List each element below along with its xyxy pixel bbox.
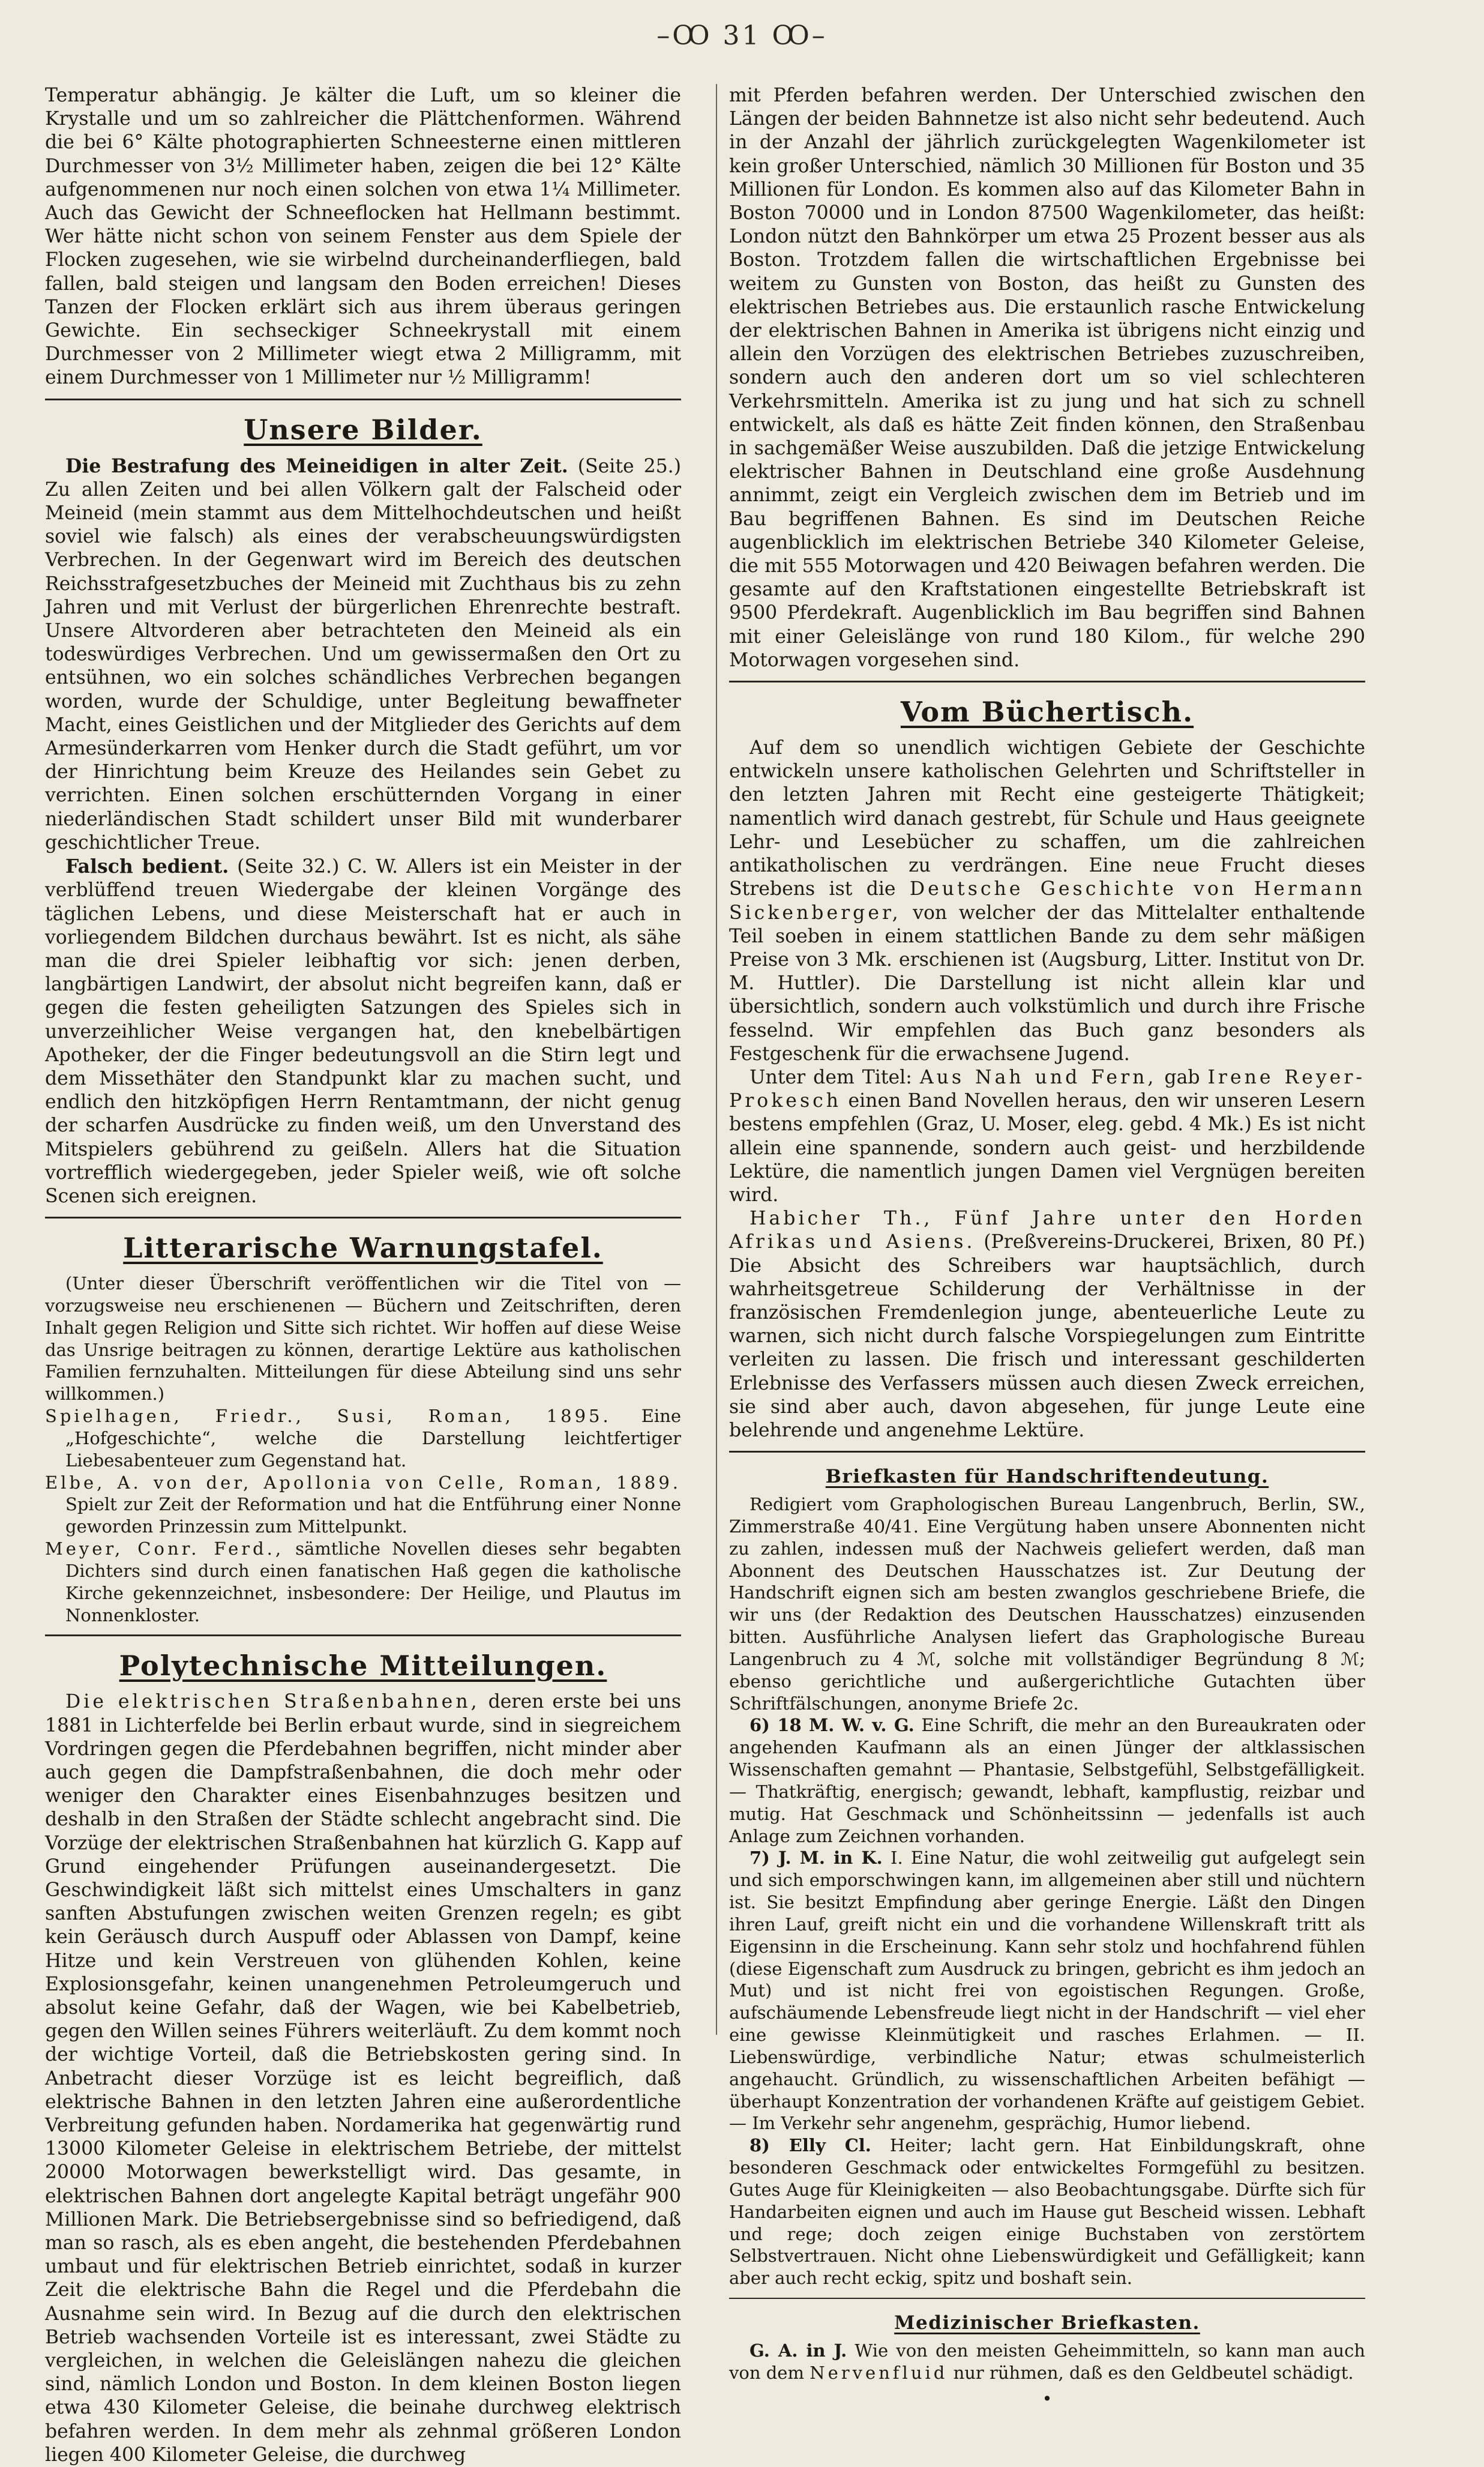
- buechertisch-text: von welcher der das Mittelalter enthaltende Teil soeben in einem stattlichen Bande zu dem sehr mäßigen Preise von 3 Mk. erschienen ist (Augsburg, Litter. Institut von Dr. M. Huttler). Die Darstellung ist nicht allein klar und übersichtlich, sondern auch volkstümlich und durch ihre Frische fesselnd. Wir empfehlen das Buch ganz besonders als Festgeschenk für die erwachsene Jugend.: [729, 902, 1365, 1065]
- warnungstafel-intro: (Unter dieser Überschrift veröffentlichen wir die Titel von — vorzugsweise neu erschienenen — Büchern und Zeitschriften, deren Inhalt gegen Religion und Sitte sich richtet. Wir hoffen auf diese Weise das Unsrige beitragen zu können, derartige Lektüre aus katholischen Familien fernzuhalten. Mitteilungen für diese Abteilung sind uns sehr willkommen.): [45, 1273, 681, 1405]
- warnung-text: sämtliche Novellen dieses sehr begabten Dichters sind durch einen fanatischen Haß gegen die katholische Kirche gekennzeichnet, insbesondere: Der Heilige, und Plautus im Nonnenkloster.: [65, 1538, 682, 1625]
- bilder-item-title: Falsch bedient.: [65, 855, 229, 878]
- heading-briefkasten-handschrift: Briefkasten für Handschriftendeutung.: [825, 1466, 1269, 1488]
- page-number-header: [0, 20, 1484, 51]
- ornament-right: Ꝏ–: [761, 20, 828, 51]
- heading-warnungstafel: Litterarische Warnungstafel.: [123, 1232, 603, 1265]
- book-title: Habicher Th., Fünf Jahre unter den Horden Afrikas und Asiens.: [729, 1208, 1365, 1253]
- section-rule: [45, 399, 681, 400]
- briefkasten-intro: Redigiert vom Graphologischen Bureau Langenbruch, Berlin, SW., Zimmerstraße 40/41. Eine Vergütung haben unsere Abonnenten nicht zu zahlen, indessen muß der Nachweis geliefert werden, daß man Abonnent des Deutschen Hausschatzes ist. Zur Deutung der Handschrift eignen sich am besten zwanglos geschriebene Briefe, die wir uns (der Redaktion des Deutschen Hausschatzes) einzusenden bitten. Ausführliche Analysen liefert das Graphologische Bureau Langenbruch zu 4 ℳ, solche mit vollständiger Begründung 8 ℳ; ebenso gerichtliche und außergerichtliche Gutachten über Schriftfälschungen, anonyme Briefe 2c.: [729, 1494, 1365, 1714]
- medizin-entry: [729, 2340, 1365, 2384]
- bilder-item-title: Die Bestrafung des Meineidigen in alter Zeit.: [65, 454, 568, 477]
- polytechnische-continuation: mit Pferden befahren werden. Der Unterschied zwischen den Längen der beiden Bahnnetze ist also nicht sehr bedeutend. Auch in der Anzahl der jährlich zurückgelegten Wagenkilometer ist kein großer Unterschied, nämlich 30 Millionen für Boston und 35 Millionen für London. Es kommen also auf das Kilometer Bahn in Boston 70000 und in London 87500 Wagenkilometer, das heißt: London nützt den Bahnkörper um etwa 25 Prozent besser aus als Boston. Trotzdem fallen die wirtschaftlichen Ergebnisse bei weitem zu Gunsten von Boston, das heißt zu Gunsten des elektrischen Betriebes aus. Die erstaunlich rasche Entwickelung der elektrischen Bahnen in Amerika ist übrigens nicht einzig und allein den Vorzügen des elektrischen Betriebes zuzuschreiben, sondern auch den anderen dort um so viel schlechteren Verkehrsmitteln. Amerika ist zu jung und hat sich zu schnell entwickelt, als daß es hätte Zeit finden können, den Straßenbau in sachgemäßer Weise auszubilden. Daß die jetzige Entwickelung elektrischer Bahnen in Deutschland eine große Ausdehnung annimmt, zeigt ein Vergleich zwischen dem im Betrieb und im Bau begriffenen Bahnen. Es sind im Deutschen Reiche augenblicklich im elektrischen Betriebe 340 Kilometer Geleise, die mit 555 Motorwagen und 420 Beiwagen befahren werden. Die gesamte auf den Kraftstationen eingestellte Betriebskraft ist 9500 Pferdekraft. Augenblicklich im Bau begriffen sind Bahnen mit einer Geleislänge von rund 180 Kilom., für welche 290 Motorwagen vorgesehen sind.: [729, 85, 1365, 671]
- bilder-item-text: (Seite 32.) C. W. Allers ist ein Meister in der verblüffend treuen Wiedergabe der kleinen Vorgänge des täglichen Lebens, und diese Meisterschaft hat er auch in vorliegendem Bildchen durchaus bewährt. Ist es nicht, als sähe man die drei Spieler leibhaftig vor sich: jenen derben, langbärtigen Landwirt, der absolut nicht begreifen kann, daß er gegen die festen geheiligten Satzungen des Spieles sich in unverzeihlicher Weise vergangen hat, den knebelbärtigen Apotheker, der die Finger bedeutungsvoll an die Stirn legt und dem Missethäter den Standpunkt klar zu machen sucht, und endlich den hitzköpfigen Herrn Rentamtmann, der nicht genug der scharfen Ausdrücke zu finden weiß, um den Unverstand des Mitspielers gebührend zu geißeln. Allers hat die Situation vortrefflich wiedergegeben, jeder Spieler weiß, wie oft solche Scenen sich ereignen.: [45, 856, 681, 1207]
- polytechnische-text: deren erste bei uns 1881 in Lichterfelde bei Berlin erbaut wurde, sind in siegreichem Vordringen gegen die Pferdebahnen begriffen, nicht minder aber auch gegen die Dampfstraßenbahnen, die doch mehr oder weniger den Charakter eines Eisenbahnzuges besitzen und deshalb in den Straßen der Städte schlecht angebracht sind. Die Vorzüge der elektrischen Straßenbahnen hat kürzlich G. Kapp auf Grund eingehender Prüfungen auseinandergesetzt. Die Geschwindigkeit läßt sich mittelst eines Umschalters in ganz sanften Abstufungen zwischen weiten Grenzen regeln; es gibt kein Geräusch durch Auspuff oder Ablassen von Dampf, keine Hitze und kein Verstreuen von glühenden Kohlen, keine Explosionsgefahr, keinen unangenehmen Petroleumgeruch und absolut keine Gefahr, daß der Wagen, wie bei Kabelbetrieb, gegen den Willen seines Führers weiterläuft. Zu dem kommt noch der wichtige Vorteil, daß die Betriebskosten gering sind. In Anbetracht dieser Vorzüge ist es leicht begreiflich, daß elektrische Bahnen in den letzten Jahren eine außerordentliche Verbreitung gefunden haben. Nordamerika hat gegenwärtig rund 13000 Kilometer Geleise in elektrischem Betriebe, der mittelst 20000 Motorwagen bewerkstelligt wird. Das gesamte, in elektrischen Bahnen dort angelegte Kapital beträgt ungefähr 900 Millionen Mark. Die Betriebsergebnisse sind so befriedigend, daß man so rasch, als es eben angeht, die bestehenden Pferdebahnen umbaut und für elektrischen Betrieb einrichtet, sodaß in kurzer Zeit die elektrische Bahn die Regel und die Pferdebahn die Ausnahme sein wird. In Bezug auf die durch den elektrischen Betrieb wachsenden Vorteile ist es interessant, zwei Städte zu vergleichen, in welchen die Geleislängen nahezu die gleichen sind, nämlich London und Boston. In dem kleinen Boston liegen etwa 430 Kilometer Geleise, die beinahe durchweg elektrisch befahren werden. In dem mehr als zehnmal größeren London liegen 400 Kilometer Geleise, die durchweg: [45, 1691, 682, 2466]
- bilder-item-falsch-bedient: [45, 855, 681, 1208]
- section-rule: [729, 681, 1365, 682]
- buechertisch-item: [729, 1066, 1365, 1207]
- briefkasten-text: Eine Schrift, die mehr an den Bureaukraten oder angehenden Kaufmann als an einen Jünger der altklassischen Wissenschaften gemahnt — Phantasie, Selbstgefühl, Selbstgefälligkeit. — Thatkräftig, energisch; gewandt, lebhaft, kampflustig, reizbar und mutig. Hat Geschmack und Schönheitssinn — jedenfalls ist auch Anlage zum Zeichnen vorhanden.: [729, 1715, 1365, 1846]
- book-title: Aus Nah und Fern,: [919, 1066, 1157, 1088]
- heading-unsere-bilder: Unsere Bilder.: [244, 413, 482, 446]
- briefkasten-text: Heiter; lacht gern. Hat Einbildungskraft, ohne besonderen Geschmack oder entwickeltes Formgefühl zu besitzen. Gutes Auge für Kleinigkeiten — also Beobachtungsgabe. Dürfte sich für Handarbeiten eignen und auch im Hause gut Bescheid wissen. Lebhaft und rege; doch zeigen einige Buchstaben von zerstörtem Selbstvertrauen. Nicht ohne Liebenswürdigkeit und Gefälligkeit; kann aber auch recht eckig, spitz und boshaft sein.: [729, 2135, 1365, 2289]
- briefkasten-recipient: 6) 18 M. W. v. G.: [750, 1715, 915, 1736]
- medizin-keyword: Nervenfluid: [810, 2362, 948, 2383]
- medizin-text: Wie von den meisten Geheimmitteln, so kann man auch von dem: [729, 2340, 1365, 2383]
- warnung-text: Eine „Hofgeschichte“, welche die Darstellung leichtfertiger Liebesabenteuer zum Gegenstand hat.: [65, 1406, 682, 1471]
- briefkasten-recipient: 7) J. M. in K.: [750, 1848, 883, 1869]
- warnung-entry: [45, 1472, 681, 1538]
- warnung-author: Spielhagen, Friedr., Susi, Roman, 1895.: [45, 1406, 611, 1427]
- bilder-item-meineid: [45, 454, 681, 855]
- buechertisch-item: [729, 1207, 1365, 1442]
- briefkasten-text: I. Eine Natur, die wohl zeitweilig gut aufgelegt sein und sich emporschwingen kann, im allgemeinen aber still und nüchtern ist. Sie besitzt Empfindung aber geringe Energie. Läßt den Dingen ihren Lauf, greift nicht ein und die vorhandene Willenskraft tritt als Eigensinn in die Erscheinung. Kann sehr stolz und hochfahrend fühlen (diese Eigenschaft zum Ausdruck zu bringen, gebricht es ihm jedoch an Mut) und ist nicht frei von egoistischen Regungen. Große, aufschäumende Lebensfreude liegt nicht in der Handschrift — viel eher eine gewisse Kleinmütigkeit und rasches Erlahmen. — II. Liebenswürdige, verbindliche Natur; etwas schulmeisterlich angehaucht. Gründlich, zu wissenschaftlichen Arbeiten befähigt — überhaupt Konzentration der vorhandenen Kräfte auf geistigem Gebiet. — Im Verkehr sehr angenehm, gesprächig, Humor liebend.: [729, 1848, 1366, 2134]
- buechertisch-text: einen Band Novellen heraus, den wir unseren Lesern bestens empfehlen (Graz, U. Moser, eleg. gebd. 4 Mk.) Es ist nicht allein eine spannende, sondern auch geist- und herzbildende Lektüre, die namentlich jungen Damen viel Vergnügen bereiten wird.: [729, 1090, 1365, 1206]
- briefkasten-entry: [729, 2134, 1365, 2289]
- buechertisch-text: Auf dem so unendlich wichtigen Gebiete der Geschichte entwickeln unsere katholischen Gelehrten und Schriftsteller in den letzten Jahren mit Recht eine gesteigerte Thätigkeit; namentlich wird danach gestrebt, für Schule und Haus geeignete Lehr- und Lesebücher zu schaffen, um die zahlreichen antikatholischen zu verdrängen. Eine neue Frucht dieses Strebens ist die: [729, 737, 1365, 900]
- polytechnische-article: [45, 1690, 681, 2467]
- briefkasten-recipient: 8) Elly Cl.: [750, 2135, 871, 2156]
- section-rule: [45, 1634, 681, 1636]
- book-title: Deutsche Geschichte von Hermann Sickenberger,: [729, 878, 1365, 924]
- buechertisch-text: (Preßvereins-Druckerei, Brixen, 80 Pf.) Die Absicht des Schreibers war hauptsächlich, durch wahrheitsgetreue Schilderung der Verhältnisse in der französischen Fremdenlegion junge, abenteuerliche Leute zu warnen, sich nicht durch falsche Vorspiegelungen zum Eintritte verleiten zu lassen. Die frisch und interessant geschilderten Erlebnisse des Verfassers müssen auch diesen Zweck erreichen, sie sind aber auch, davon abgesehen, für junge Leute eine belehrende und angenehme Lektüre.: [729, 1231, 1365, 1441]
- buechertisch-item: [729, 736, 1365, 1066]
- warnung-entry: [45, 1405, 681, 1471]
- briefkasten-entry: [729, 1847, 1365, 2134]
- bilder-item-text: (Seite 25.) Zu allen Zeiten und bei allen Völkern galt der Falscheid oder Meineid (mein stammt aus dem Mittelhochdeutschen und heißt soviel wie falsch) als eines der verabscheuungswürdigsten Verbrechen. In der Gegenwart wird im Bereich des deutschen Reichsstrafgesetzbuches der Meineid mit Zuchthaus bis zu zehn Jahren und mit Verlust der bürgerlichen Ehrenrechte bestraft. Unsere Altvorderen aber betrachteten den Meineid als ein todeswürdiges Verbrechen. Und um gewissermaßen den Ort zu entsühnen, wo ein solches schändliches Verbrechen begangen worden, wurde der Schuldige, unter Begleitung bewaffneter Macht, eines Geistlichen und der Mitglieder des Gerichts auf dem Armesünderkarren vom Henker durch die Stadt geführt, um vor der Hinrichtung beim Kreuze des Heilandes sein Gebet zu verrichten. Einen solchen erschütternden Vorgang in einer niederländischen Stadt schildert unser Bild mit wunderbarer geschichtlicher Treue.: [45, 455, 681, 854]
- warnung-text: Spielt zur Zeit der Reformation und hat die Entführung einer Nonne geworden Prinzessin zum Mittelpunkt.: [65, 1494, 681, 1537]
- heading-polytechnische: Polytechnische Mitteilungen.: [119, 1649, 607, 1682]
- buechertisch-text: Unter dem Titel:: [750, 1066, 912, 1088]
- column-divider: [716, 84, 717, 2035]
- medizin-text: nur rühmen, daß es den Geldbeutel schädigt.: [953, 2362, 1354, 2383]
- section-rule: [729, 1451, 1365, 1453]
- medizin-recipient: G. A. in J.: [750, 2340, 847, 2361]
- heading-buechertisch: Vom Büchertisch.: [900, 696, 1194, 729]
- warnung-entry: [45, 1538, 681, 1626]
- warnung-author: Meyer, Conr. Ferd.,: [45, 1538, 284, 1559]
- right-column: [729, 84, 1366, 2409]
- section-rule: [729, 2298, 1365, 2299]
- page-number: 31: [722, 20, 762, 51]
- warnung-author: Elbe, A. von der, Apollonia von Celle, Roman, 1889.: [45, 1472, 681, 1493]
- book-author: Irene Reyer-Prokesch: [729, 1066, 1366, 1112]
- polytechnische-lead: Die elektrischen Straßenbahnen,: [65, 1691, 480, 1713]
- briefkasten-entry: [729, 1714, 1365, 1847]
- end-mark: •: [1042, 2388, 1053, 2409]
- section-rule: [45, 1217, 681, 1218]
- heading-medizinischer-briefkasten: Medizinischer Briefkasten.: [894, 2312, 1200, 2334]
- left-column: [45, 84, 682, 2466]
- buechertisch-text: gab: [1164, 1066, 1200, 1088]
- ornament-left: –Ꝏ: [656, 20, 723, 51]
- snow-article-continuation: Temperatur abhängig. Je kälter die Luft, um so kleiner die Krystalle und um so zahlreicher die Plättchenformen. Während die bei 6° Kälte photographierten Schneesterne einen mittleren Durchmesser von 3½ Millimeter haben, zeigen die bei 12° Kälte aufgenommenen nur noch einen solchen von etwa 1¼ Millimeter. Auch das Gewicht der Schneeflocken hat Hellmann bestimmt. Wer hätte nicht schon von seinem Fenster aus dem Spiele der Flocken zugesehen, wie sie wirbelnd durcheinanderfliegen, bald fallen, bald steigen und langsam den Boden erreichen! Dieses Tanzen der Flocken erklärt sich aus ihrem überaus geringen Gewichte. Ein sechseckiger Schneekrystall mit einem Durchmesser von 2 Millimeter wiegt etwa 2 Milligramm, mit einem Durchmesser von 1 Millimeter nur ½ Milligramm!: [45, 85, 681, 389]
